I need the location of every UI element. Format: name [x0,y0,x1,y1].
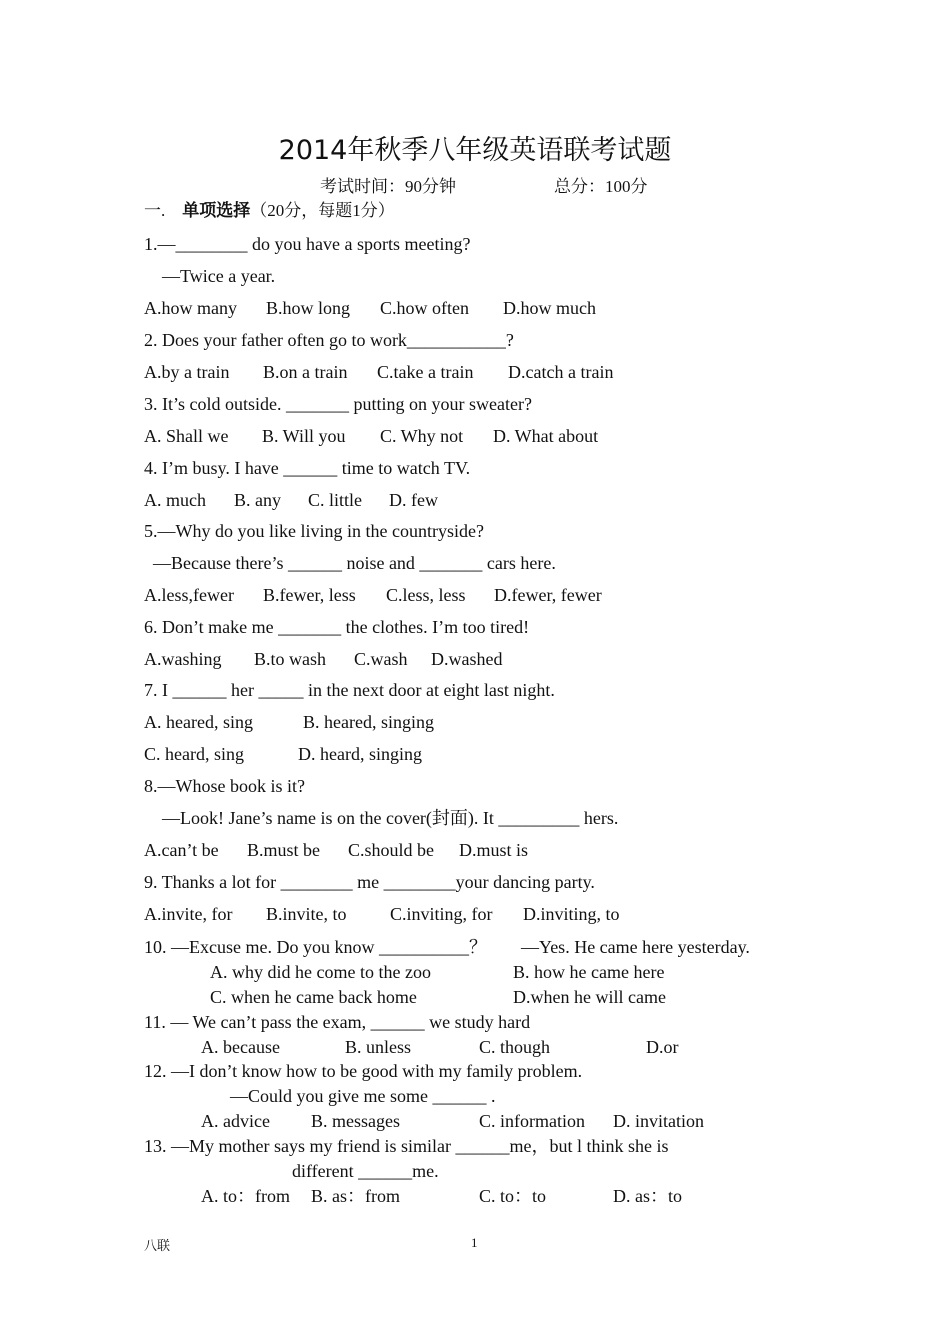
option-b[interactable]: B.must be [247,840,321,860]
question-5-answer: —Because there’s ______ noise and _______ cars here. [153,553,556,573]
footer-label: 八联 [144,1238,171,1253]
option-b[interactable]: B. unless [345,1037,412,1057]
option-a[interactable]: A.by a train [144,362,230,382]
option-c[interactable]: C. Why not [380,426,464,446]
option-b[interactable]: B. heared, singing [303,712,434,732]
option-b[interactable]: B.to wash [254,649,326,669]
option-a[interactable]: A.how many [144,298,237,318]
option-c[interactable]: C. though [479,1037,551,1057]
total-score: 总分：100分 [554,177,648,196]
option-d[interactable]: D. few [389,490,438,510]
option-c[interactable]: C.should be [348,840,435,860]
option-d[interactable]: D.when he will came [513,987,666,1007]
exam-time: 考试时间：90分钟 [320,177,456,196]
option-a[interactable]: A. Shall we [144,426,229,446]
question-10-answer: —Yes. He came here yesterday. [521,937,750,957]
question-8: 8.—Whose book is it? [144,776,305,796]
section-note: （20分，每题1分） [250,201,395,220]
option-b[interactable]: B.how long [266,298,351,318]
option-c[interactable]: C. when he came back home [210,987,417,1007]
question-9: 9. Thanks a lot for ________ me ________your dancing party. [144,872,595,892]
option-b[interactable]: B.fewer, less [263,585,356,605]
question-12-answer: —Could you give me some ______ . [230,1086,496,1106]
option-b[interactable]: B.invite, to [266,904,347,924]
question-11: 11. — We can’t pass the exam, ______ we study hard [144,1012,531,1032]
option-c[interactable]: C.how often [380,298,469,318]
option-a[interactable]: A. advice [201,1111,270,1131]
option-c[interactable]: C. little [308,490,362,510]
question-13-continued: different ______me. [292,1161,439,1181]
option-a[interactable]: A. to：from [201,1186,290,1206]
option-c[interactable]: C.wash [354,649,408,669]
question-7: 7. I ______ her _____ in the next door at eight last night. [144,680,555,700]
option-d[interactable]: D.or [646,1037,679,1057]
section-name: 单项选择 [182,201,251,220]
option-c[interactable]: C.inviting, for [390,904,493,924]
option-a[interactable]: A. much [144,490,206,510]
question-13: 13. —My mother says my friend is similar ______me，but l think she is [144,1136,669,1156]
option-b[interactable]: B. how he came here [513,962,665,982]
option-c[interactable]: C.take a train [377,362,474,382]
option-c[interactable]: C.less, less [386,585,466,605]
option-b[interactable]: B. any [234,490,281,510]
option-d[interactable]: D. heard, singing [298,744,422,764]
option-c[interactable]: C. to：to [479,1186,547,1206]
option-a[interactable]: A. why did he come to the zoo [210,962,431,982]
question-4: 4. I’m busy. I have ______ time to watch TV. [144,458,471,478]
option-c[interactable]: C. heard, sing [144,744,244,764]
option-a[interactable]: A.invite, for [144,904,233,924]
question-1-answer: —Twice a year. [162,266,276,286]
option-b[interactable]: B.on a train [263,362,348,382]
page-number: 1 [471,1235,478,1250]
question-2: 2. Does your father often go to work___________? [144,330,514,350]
question-6: 6. Don’t make me _______ the clothes. I’m too tired! [144,617,530,637]
question-8-answer: —Look! Jane’s name is on the cover(封面). It _________ hers. [162,808,619,828]
section-heading [144,200,395,222]
question-5: 5.—Why do you like living in the countryside? [144,521,484,541]
option-d[interactable]: D.washed [431,649,503,669]
option-d[interactable]: D. invitation [613,1111,704,1131]
option-b[interactable]: B. Will you [262,426,346,446]
option-a[interactable]: A. heared, sing [144,712,253,732]
option-d[interactable]: D. as：to [613,1186,682,1206]
section-number: 一. [144,201,166,220]
option-c[interactable]: C. information [479,1111,585,1131]
question-10: 10. —Excuse me. Do you know __________？ [144,937,487,957]
option-b[interactable]: B. messages [311,1111,400,1131]
option-d[interactable]: D. What about [493,426,599,446]
question-12: 12. —I don’t know how to be good with my family problem. [144,1061,583,1081]
option-b[interactable]: B. as：from [311,1186,400,1206]
option-d[interactable]: D.how much [503,298,596,318]
option-a[interactable]: A.can’t be [144,840,219,860]
option-a[interactable]: A.less,fewer [144,585,234,605]
option-a[interactable]: A. because [201,1037,280,1057]
question-1: 1.—________ do you have a sports meeting? [144,234,471,254]
option-a[interactable]: A.washing [144,649,222,669]
question-3: 3. It’s cold outside. _______ putting on your sweater? [144,394,532,414]
option-d[interactable]: D.catch a train [508,362,614,382]
option-d[interactable]: D.fewer, fewer [494,585,602,605]
page-title: 2014年秋季八年级英语联考试题 [278,135,672,166]
option-d[interactable]: D.must is [459,840,529,860]
option-d[interactable]: D.inviting, to [523,904,620,924]
